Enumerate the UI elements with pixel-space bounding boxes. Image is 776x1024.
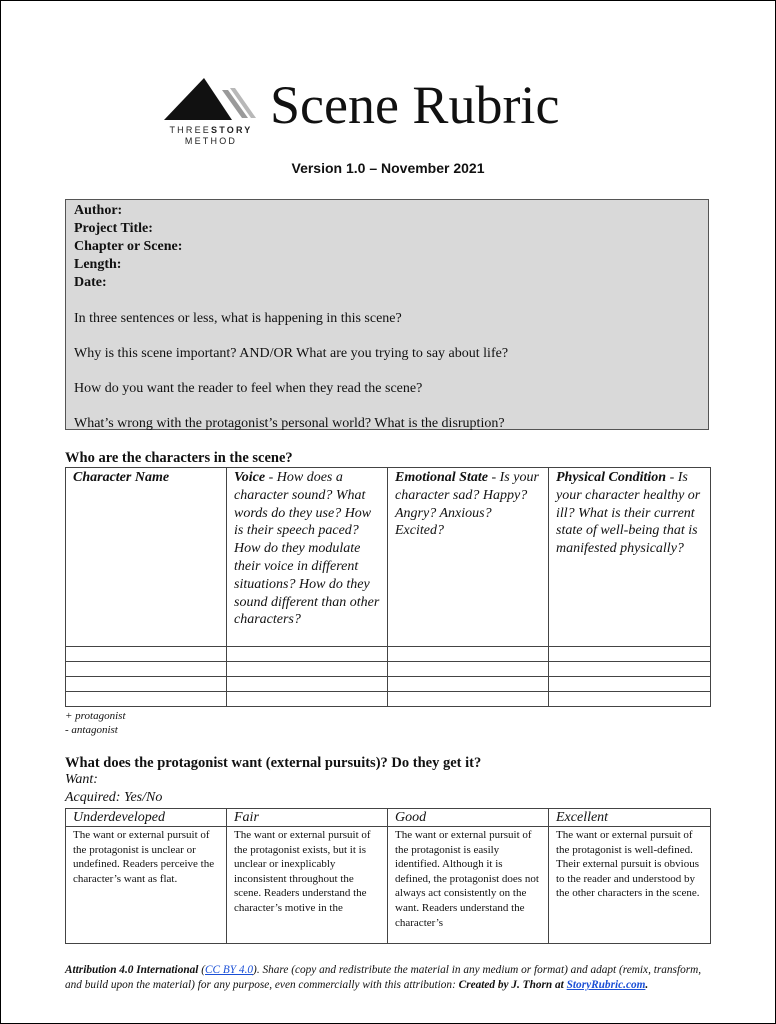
three-story-method-logo <box>160 76 262 146</box>
emotional-state-cell[interactable] <box>388 647 549 662</box>
character-name-cell[interactable] <box>66 677 227 692</box>
level-excellent: Excellent <box>549 809 711 827</box>
characters-heading: Who are the characters in the scene? <box>65 450 293 466</box>
voice-cell[interactable] <box>227 647 388 662</box>
reader-feeling-question: How do you want the reader to feel when they read the scene? <box>74 381 423 396</box>
level-underdeveloped: Underdeveloped <box>66 809 227 827</box>
version-line: Version 1.0 – November 2021 <box>291 160 485 176</box>
cc-by-link[interactable]: CC BY 4.0 <box>205 964 254 976</box>
want-rubric-table <box>65 808 711 944</box>
physical-condition-cell[interactable] <box>549 647 711 662</box>
character-name-cell[interactable] <box>66 662 227 677</box>
logo-text-story: STORY <box>211 125 253 135</box>
description-excellent: The want or external pursuit of the protagonist is well-defined. Their external pursuit is obvious to the reader and understood by the other characters in the scene. <box>549 827 711 944</box>
project-title-field: Project Title: <box>74 221 153 236</box>
emotional-state-cell[interactable] <box>388 662 549 677</box>
physical-condition-cell[interactable] <box>549 662 711 677</box>
description-underdeveloped: The want or external pursuit of the protagonist is unclear or undefined. Readers perceive the character’s want as flat. <box>66 827 227 944</box>
voice-cell[interactable] <box>227 677 388 692</box>
logo-text-three: THREE <box>169 125 211 135</box>
physical-condition-cell[interactable] <box>549 692 711 707</box>
legend-protagonist: + protagonist <box>65 710 126 722</box>
character-name-cell[interactable] <box>66 692 227 707</box>
date-field: Date: <box>74 275 107 290</box>
length-field: Length: <box>74 257 122 272</box>
want-label: Want: <box>65 772 98 787</box>
scene-importance-question: Why is this scene important? AND/OR What are you trying to say about life? <box>74 346 509 361</box>
license-text: . Share (copy and redistribute the material in any medium or format) and adapt (remix, transform, and build upon the material) for any purpose, even commercially with this attribution: <box>65 964 702 991</box>
created-by: Created by J. Thorn at <box>458 979 564 991</box>
emotional-state-cell[interactable] <box>388 677 549 692</box>
acquired-label: Acquired: Yes/No <box>65 790 163 805</box>
characters-header-row <box>66 468 711 647</box>
voice-cell[interactable] <box>227 692 388 707</box>
character-name-cell[interactable] <box>66 647 227 662</box>
rubric-description-row <box>66 827 711 944</box>
table-row <box>66 647 711 662</box>
table-row <box>66 662 711 677</box>
page-title: Scene Rubric <box>270 75 560 135</box>
logo-text-method: METHOD <box>184 136 238 146</box>
table-row <box>66 677 711 692</box>
character-name-column: Character Name <box>66 468 227 647</box>
want-heading: What does the protagonist want (external pursuits)? Do they get it? <box>65 755 482 771</box>
license-footer: Attribution 4.0 International (CC BY 4.0). Share (copy and redistribute the material in any medium or format) and adapt (remix, transform, and build upon the material) for any purpose, even commercially with this attribution: Created by J. Thorn at StoryRubric.com. <box>65 964 702 991</box>
chapter-or-scene-field: Chapter or Scene: <box>74 239 183 254</box>
disruption-question: What’s wrong with the protagonist’s personal world? What is the disruption? <box>74 416 505 431</box>
storyrubric-link[interactable]: StoryRubric.com <box>566 979 646 991</box>
author-field: Author: <box>74 203 123 218</box>
legend-antagonist: - antagonist <box>65 724 118 736</box>
rubric-header-row <box>66 809 711 827</box>
characters-table <box>65 467 711 707</box>
emotional-state-cell[interactable] <box>388 692 549 707</box>
level-good: Good <box>388 809 549 827</box>
description-good: The want or external pursuit of the protagonist is easily identified. Although it is defined, the protagonist does not always act consistently on the want. Readers understand the character’s <box>388 827 549 944</box>
physical-condition-cell[interactable] <box>549 677 711 692</box>
license-name: Attribution 4.0 International <box>65 964 199 976</box>
table-row <box>66 692 711 707</box>
scene-summary-question: In three sentences or less, what is happening in this scene? <box>74 311 402 326</box>
voice-column: Voice - How does a character sound? What words do they use? How is their speech paced? How do they modulate their voice in different situations? How do they sound different than other characters? <box>227 468 388 647</box>
description-fair: The want or external pursuit of the protagonist exists, but it is unclear or inexplicably inconsistent throughout the scene. Readers understand the character’s motive in the <box>227 827 388 944</box>
level-fair: Fair <box>227 809 388 827</box>
physical-condition-column: Physical Condition - Is your character healthy or ill? What is their current state of well-being that is manifested physically? <box>549 468 711 647</box>
emotional-state-column: Emotional State - Is your character sad? Happy? Angry? Anxious? Excited? <box>388 468 549 647</box>
scene-info-box <box>65 199 709 430</box>
mountain-icon <box>164 76 260 122</box>
voice-cell[interactable] <box>227 662 388 677</box>
